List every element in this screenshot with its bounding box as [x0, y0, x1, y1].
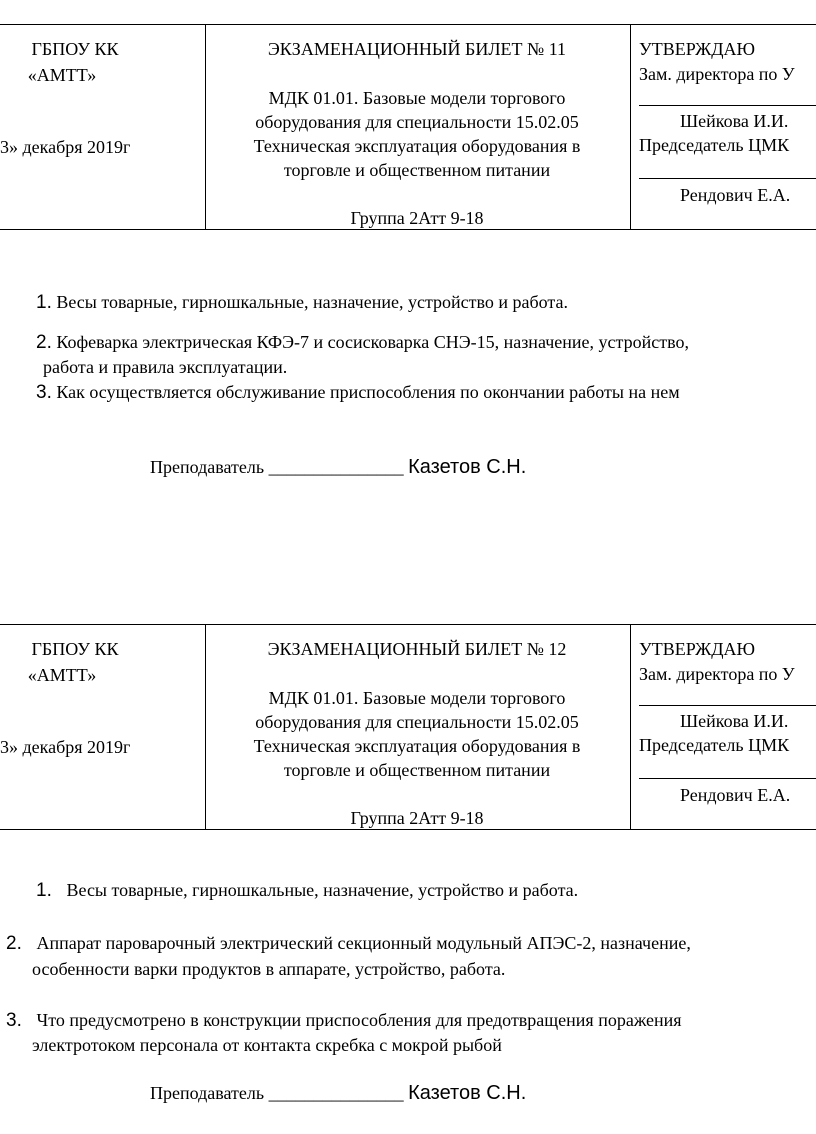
signature-line — [639, 705, 816, 706]
ticket-title: ЭКЗАМЕНАЦИОННЫЙ БИЛЕТ № 11 — [267, 39, 567, 59]
question-2 — [6, 931, 691, 956]
question-number: 2. — [36, 332, 52, 353]
question-text: Как осуществляется обслуживание приспособления по окончании работы на нем — [56, 382, 680, 402]
subject-line: оборудования для специальности 15.02.05 — [255, 112, 579, 132]
exam-ticket-11 — [0, 0, 816, 560]
approve-label: УТВЕРЖДАЮ — [639, 639, 756, 659]
question-2 — [36, 330, 689, 355]
question-2-continued: работа и правила эксплуатации. — [43, 357, 288, 377]
subject-line: МДК 01.01. Базовые модели торгового — [268, 688, 566, 708]
ticket-header-table — [0, 624, 816, 830]
approve-label: УТВЕРЖДАЮ — [639, 39, 756, 59]
question-2-continued: особенности варки продуктов в аппарате, устройство, работа. — [32, 959, 506, 979]
column-divider — [630, 25, 631, 229]
subject-line: торговле и общественном питании — [283, 160, 551, 180]
question-number: 3. — [36, 382, 52, 403]
teacher-name: Казетов С.Н. — [408, 1082, 527, 1104]
question-text: Аппарат пароварочный электрический секционный модульный АПЭС-2, назначение, — [36, 933, 691, 953]
column-divider — [630, 625, 631, 829]
org-abbr: «АМТТ» — [27, 65, 97, 85]
teacher-blank: _______________ — [268, 457, 404, 477]
deputy-title: Зам. директора по У — [639, 64, 795, 84]
group-label: Группа 2Атт 9-18 — [350, 808, 484, 828]
chair-title: Председатель ЦМК — [639, 735, 790, 755]
column-divider — [205, 625, 206, 829]
question-1 — [36, 290, 568, 315]
teacher-name: Казетов С.Н. — [408, 456, 527, 478]
subject-line: торговле и общественном питании — [283, 760, 551, 780]
deputy-title: Зам. директора по У — [639, 664, 795, 684]
question-3-continued: электротоком персонала от контакта скребка с мокрой рыбой — [32, 1035, 502, 1055]
subject-line: Техническая эксплуатация оборудования в — [253, 736, 581, 756]
exam-ticket-12 — [0, 600, 816, 1134]
subject-line: Техническая эксплуатация оборудования в — [253, 136, 581, 156]
org-name: ГБПОУ КК — [31, 39, 119, 59]
question-number: 2. — [6, 933, 22, 954]
chair-name: Рендович Е.А. — [680, 185, 791, 205]
question-number: 1. — [36, 880, 52, 901]
signature-line — [639, 105, 816, 106]
ticket-title: ЭКЗАМЕНАЦИОННЫЙ БИЛЕТ № 12 — [267, 639, 567, 659]
ticket-header-table — [0, 24, 816, 230]
teacher-signature — [150, 456, 526, 479]
group-label: Группа 2Атт 9-18 — [350, 208, 484, 228]
signature-line — [639, 178, 816, 179]
question-number: 3. — [6, 1010, 22, 1031]
signature-line — [639, 778, 816, 779]
question-text: Что предусмотрено в конструкции приспособления для предотвращения поражения — [36, 1010, 682, 1030]
teacher-signature — [150, 1082, 526, 1105]
org-abbr: «АМТТ» — [27, 665, 97, 685]
teacher-blank: _______________ — [268, 1083, 404, 1103]
question-text: Весы товарные, гирношкальные, назначение, устройство и работа. — [66, 880, 579, 900]
teacher-label: Преподаватель — [150, 1083, 265, 1103]
question-text: Весы товарные, гирношкальные, назначение, устройство и работа. — [56, 292, 569, 312]
subject-line: МДК 01.01. Базовые модели торгового — [268, 88, 566, 108]
org-name: ГБПОУ КК — [31, 639, 119, 659]
ticket-date: 3» декабря 2019г — [0, 137, 131, 157]
question-3 — [6, 1008, 682, 1033]
question-number: 1. — [36, 292, 52, 313]
deputy-name: Шейкова И.И. — [680, 111, 789, 131]
column-divider — [205, 25, 206, 229]
chair-title: Председатель ЦМК — [639, 135, 790, 155]
deputy-name: Шейкова И.И. — [680, 711, 789, 731]
ticket-date: 3» декабря 2019г — [0, 737, 131, 757]
question-text: Кофеварка электрическая КФЭ-7 и сосисковарка СНЭ-15, назначение, устройство, — [56, 332, 689, 352]
chair-name: Рендович Е.А. — [680, 785, 791, 805]
teacher-label: Преподаватель — [150, 457, 265, 477]
question-1 — [36, 878, 578, 903]
subject-line: оборудования для специальности 15.02.05 — [255, 712, 579, 732]
question-3 — [36, 380, 680, 405]
